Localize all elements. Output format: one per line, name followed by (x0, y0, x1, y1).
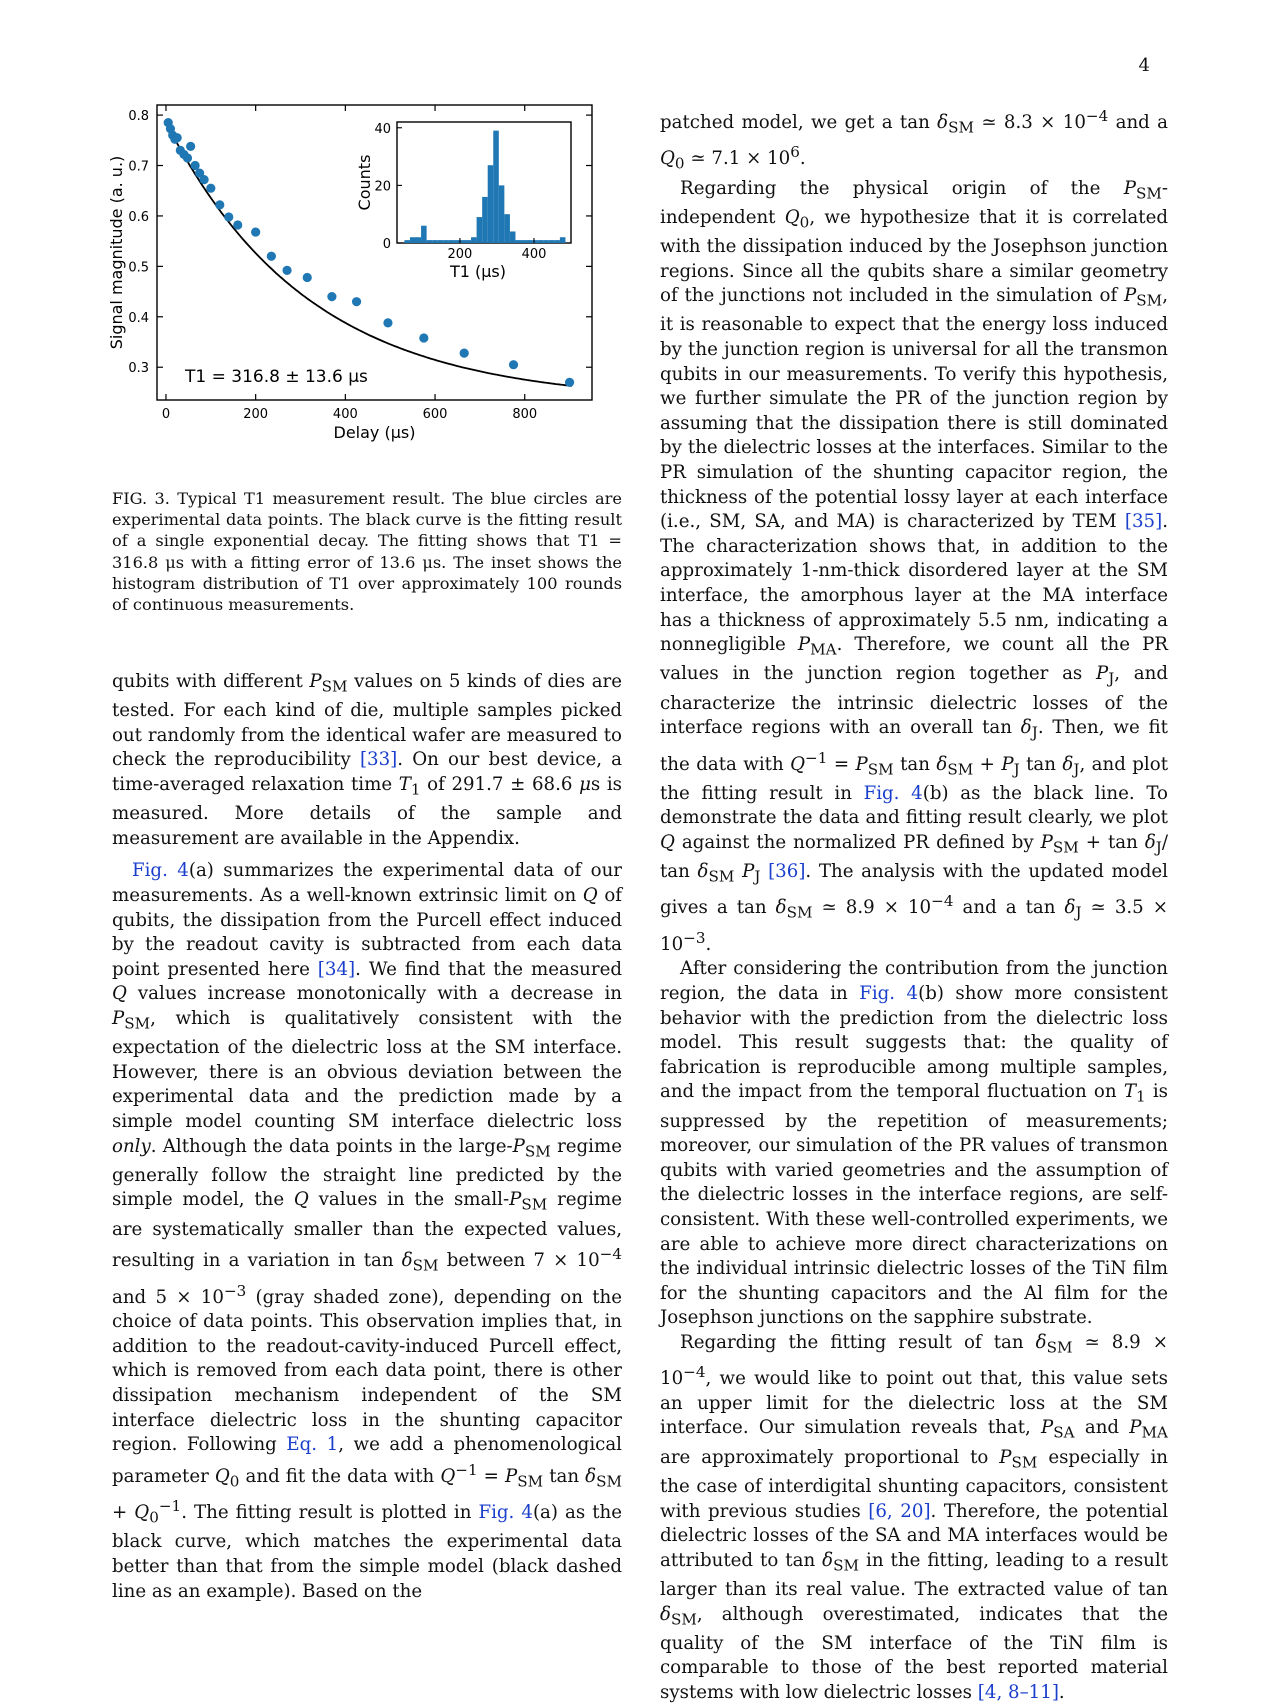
data-point (303, 273, 312, 282)
data-point (224, 212, 233, 221)
histogram-bar (416, 237, 422, 243)
data-point (206, 184, 215, 193)
histogram-bar (510, 231, 516, 243)
histogram-bar (438, 240, 444, 243)
inset-x-tick-label: 200 (447, 247, 473, 262)
citation-link[interactable]: [36] (768, 861, 806, 883)
page-number: 4 (1138, 55, 1150, 76)
left-column (112, 670, 622, 1604)
data-point (352, 297, 361, 306)
histogram-bar (465, 240, 471, 243)
histogram-bar (504, 214, 510, 243)
histogram-bar (543, 240, 549, 243)
paragraph: qubits with different $P_{SM}$ values on 5 kinds of dies are tested. For each kind of die, multiple samples picked out randomly from the identical wafer are measured to check the reproducibility [33]. On our best device, a time-averaged relaxation time $T_1$ of 291.7 ± 68.6 μs is measured. More details of the sample and measurement are available in the Appendix. (112, 671, 623, 849)
histogram-bar (432, 240, 438, 243)
histogram-bar (443, 240, 449, 243)
y-tick-label: 0.7 (128, 159, 149, 175)
histogram-bar (488, 165, 494, 243)
data-point (186, 142, 195, 151)
data-point (183, 153, 192, 162)
y-tick-label: 0.3 (128, 361, 149, 377)
y-tick-label: 0.4 (128, 310, 149, 326)
histogram-bar (410, 237, 416, 243)
histogram-bar (560, 237, 566, 243)
histogram-bar (527, 240, 533, 243)
inset-x-axis-label: T1 (μs) (449, 262, 507, 281)
citation-link[interactable]: [4, 8–11] (977, 1681, 1059, 1703)
figure-link[interactable]: Fig. 4 (859, 983, 919, 1004)
y-tick-label: 0.5 (128, 260, 149, 276)
inset-x-tick-label: 400 (521, 247, 547, 262)
x-tick-label: 0 (161, 407, 171, 422)
histogram-bar (427, 240, 433, 243)
figure-link[interactable]: Fig. 4 (132, 860, 189, 882)
y-tick-label: 0.8 (128, 109, 149, 125)
data-point (327, 292, 336, 301)
inset-y-tick-label: 40 (374, 121, 391, 137)
figure-link[interactable]: Fig. 4 (478, 1502, 533, 1524)
paragraph: Fig. 4(a) summarizes the experimental data of our measurements. As a well-known extrinsic limit on Q of qubits, the dissipation from the Purcell effect induced by the readout cavity is subtracted from each data point presented here [34]. We find that the measured Q values increase monotonically with a decrease in $P_{SM}$, which is qualitatively consistent with the expectation of the dielectric loss at the SM interface. However, there is an obvious deviation between the experimental data and the prediction made by a simple model counting SM interface dielectric loss only. Although the data points in the large-$P_{SM}$ regime generally follow the straight line predicted by the simple model, the Q values in the small-$P_{SM}$ regime are systematically smaller than the expected values, resulting in a variation in $\tan \delta_{SM}$ between $7 \times 10^{-4}$ and $5 \times 10^{-3}$ (gray shaded zone), depending on the choice of data points. This observation implies that, in addition to the readout-cavity-induced Purcell effect, which is removed from each data point, there is other dissipation mechanism independent of the SM interface dielectric loss in the shunting capacitor region. Following Eq. 1, we add a phenomenological parameter $Q_0$ and fit the data with $Q^{-1} = P_{SM}$ $\tan \delta_{SM} + Q_0^{-1}$. The fitting result is plotted in Fig. 4(a) as the black curve, which matches the experimental data better than that from the simple model (black dashed line as an example). Based on the (112, 860, 623, 1602)
equation-link[interactable]: Eq. 1 (286, 1434, 339, 1456)
histogram-bar (521, 240, 527, 243)
data-point (251, 227, 260, 236)
citation-link[interactable]: [34] (317, 958, 356, 980)
inset-y-tick-label: 20 (374, 179, 391, 195)
histogram-bar (421, 226, 427, 243)
histogram-bar (471, 237, 477, 243)
data-point (173, 133, 182, 142)
x-tick-label: 600 (422, 407, 448, 422)
x-tick-label: 800 (512, 407, 538, 422)
histogram-bar (499, 185, 505, 243)
paragraph: Regarding the physical origin of the $P_{SM}$-independent $Q_0$, we hypothesize that it is correlated with the dissipation induced by the Josephson junction regions. Since all the qubits share a similar geometry of the junctions not included in the simulation of $P_{SM}$, it is reasonable to expect that the energy loss induced by the junction region is universal for all the transmon qubits in our measurements. To verify this hypothesis, we further simulate the PR of the junction region by assuming that the dissipation there is still dominated by the dielectric losses at the interfaces. Similar to the PR simulation of the shunting capacitor region, the thickness of the potential lossy layer at each interface (i.e., SM, SA, and MA) is characterized by TEM [35]. The characterization shows that, in addition to the approximately 1-nm-thick disordered layer at the SM interface, the amorphous layer at the MA interface has a thickness of approximately 5.5 nm, indicating a nonnegligible $P_{MA}$. Therefore, we count all the PR values in the junction region together as $P_J$, and characterize the intrinsic dielectric losses of the interface regions with an overall $\tan \delta_J$. Then, we fit the data with $Q^{-1} = P_{SM}$ $\tan \delta_{SM} + P_J$ $\tan \delta_J$, and plot the fitting result in Fig. 4(b) as the black line. To demonstrate the data and fitting result clearly, we plot Q against the normalized PR defined by $P_{SM} + \tan \delta_J/$ $\tan \delta_{SM}$ $P_J$ [36]. The analysis with the updated model gives a $\tan \delta_{SM}$ ≃ $8.9 \times 10^{-4}$ and a $\tan \delta_J$ ≃ $3.5 \times 10^{-3}$. (660, 177, 1169, 955)
figure-3-chart (105, 100, 625, 450)
histogram-bar (460, 240, 466, 243)
data-point (383, 318, 392, 327)
paragraph: Regarding the fitting result of $\tan \delta_{SM}$ ≃ $8.9 \times 10^{-4}$, we would like to point out that, this value sets an upper limit for the dielectric loss at the SM interface. Our simulation reveals that, $P_{SA}$ and $P_{MA}$ are approximately proportional to $P_{SM}$ especially in the case of interdigital shunting capacitors, consistent with previous studies [6, 20]. Therefore, the potential dielectric losses of the SA and MA interfaces would be attributed to $\tan \delta_{SM}$ in the fitting, leading to a result larger than its real value. The extracted value of $\tan \delta_{SM}$, although overestimated, indicates that the quality of the SM interface of the TiN film is comparable to those of the best reported material systems with low dielectric losses [4, 8–11]. (660, 1331, 1169, 1703)
inset-y-axis-label: Counts (355, 154, 374, 211)
data-point (565, 378, 574, 387)
histogram-bar (449, 240, 455, 243)
data-point (199, 175, 208, 184)
right-column (660, 104, 1168, 1706)
histogram-bar (482, 197, 488, 243)
fit-annotation: T1 = 316.8 ± 13.6 μs (185, 367, 368, 387)
histogram-bar (454, 240, 460, 243)
histogram-bar (554, 240, 560, 243)
data-point (215, 200, 224, 209)
data-point (509, 360, 518, 369)
inset-y-tick-label: 0 (382, 237, 391, 252)
x-axis-label: Delay (μs) (333, 423, 416, 442)
y-axis-label: Signal magnitude (a. u.) (107, 155, 126, 350)
paragraph: After considering the contribution from the junction region, the data in Fig. 4(b) show more consistent behavior with the prediction from the dielectric loss model. This result suggests that: the quality of fabrication is reproducible among multiple samples, and the impact from the temporal fluctuation on $T_1$ is suppressed by the repetition of measurements; moreover, our simulation of the PR values of transmon qubits with varied geometries and the assumption of the dielectric losses in the interface regions, are self-consistent. With these well-controlled experiments, we are able to achieve more direct characterizations on the individual intrinsic dielectric losses of the TiN film for the shunting capacitors and the Al film for the Josephson junctions on the sapphire substrate. (660, 958, 1168, 1329)
data-point (267, 252, 276, 261)
y-tick-label: 0.6 (128, 209, 149, 225)
histogram-bar (538, 240, 544, 243)
citation-link[interactable]: [33] (359, 749, 398, 771)
x-tick-label: 400 (332, 407, 358, 422)
histogram-bar (515, 240, 521, 243)
figure-caption: FIG. 3. Typical T1 measurement result. The blue circles are experimental data points. The black curve is the fitting result of a single exponential decay. The fitting shows that T1 = 316.8 μs with a fitting error of 13.6 μs. The inset shows the histogram distribution of T1 over approximately 100 rounds of continuous measurements. (112, 489, 622, 615)
citation-link[interactable]: [35] (1124, 511, 1163, 533)
data-point (233, 220, 242, 229)
figure-link[interactable]: Fig. 4 (863, 782, 923, 804)
data-point (282, 266, 291, 275)
paragraph: patched model, we get a $\tan \delta_{SM}$ ≃ $8.3 \times 10^{-4}$ and a $Q_0$ ≃ $7.1 \times 10^6$. (660, 107, 1168, 173)
histogram-bar (532, 240, 538, 243)
histogram-bar (493, 131, 499, 243)
histogram-bar (404, 240, 410, 243)
data-point (419, 333, 428, 342)
histogram-bar (549, 240, 555, 243)
citation-link[interactable]: [6, 20] (868, 1500, 931, 1522)
histogram-bar (477, 217, 483, 243)
data-point (460, 349, 469, 358)
x-tick-label: 200 (243, 407, 269, 422)
